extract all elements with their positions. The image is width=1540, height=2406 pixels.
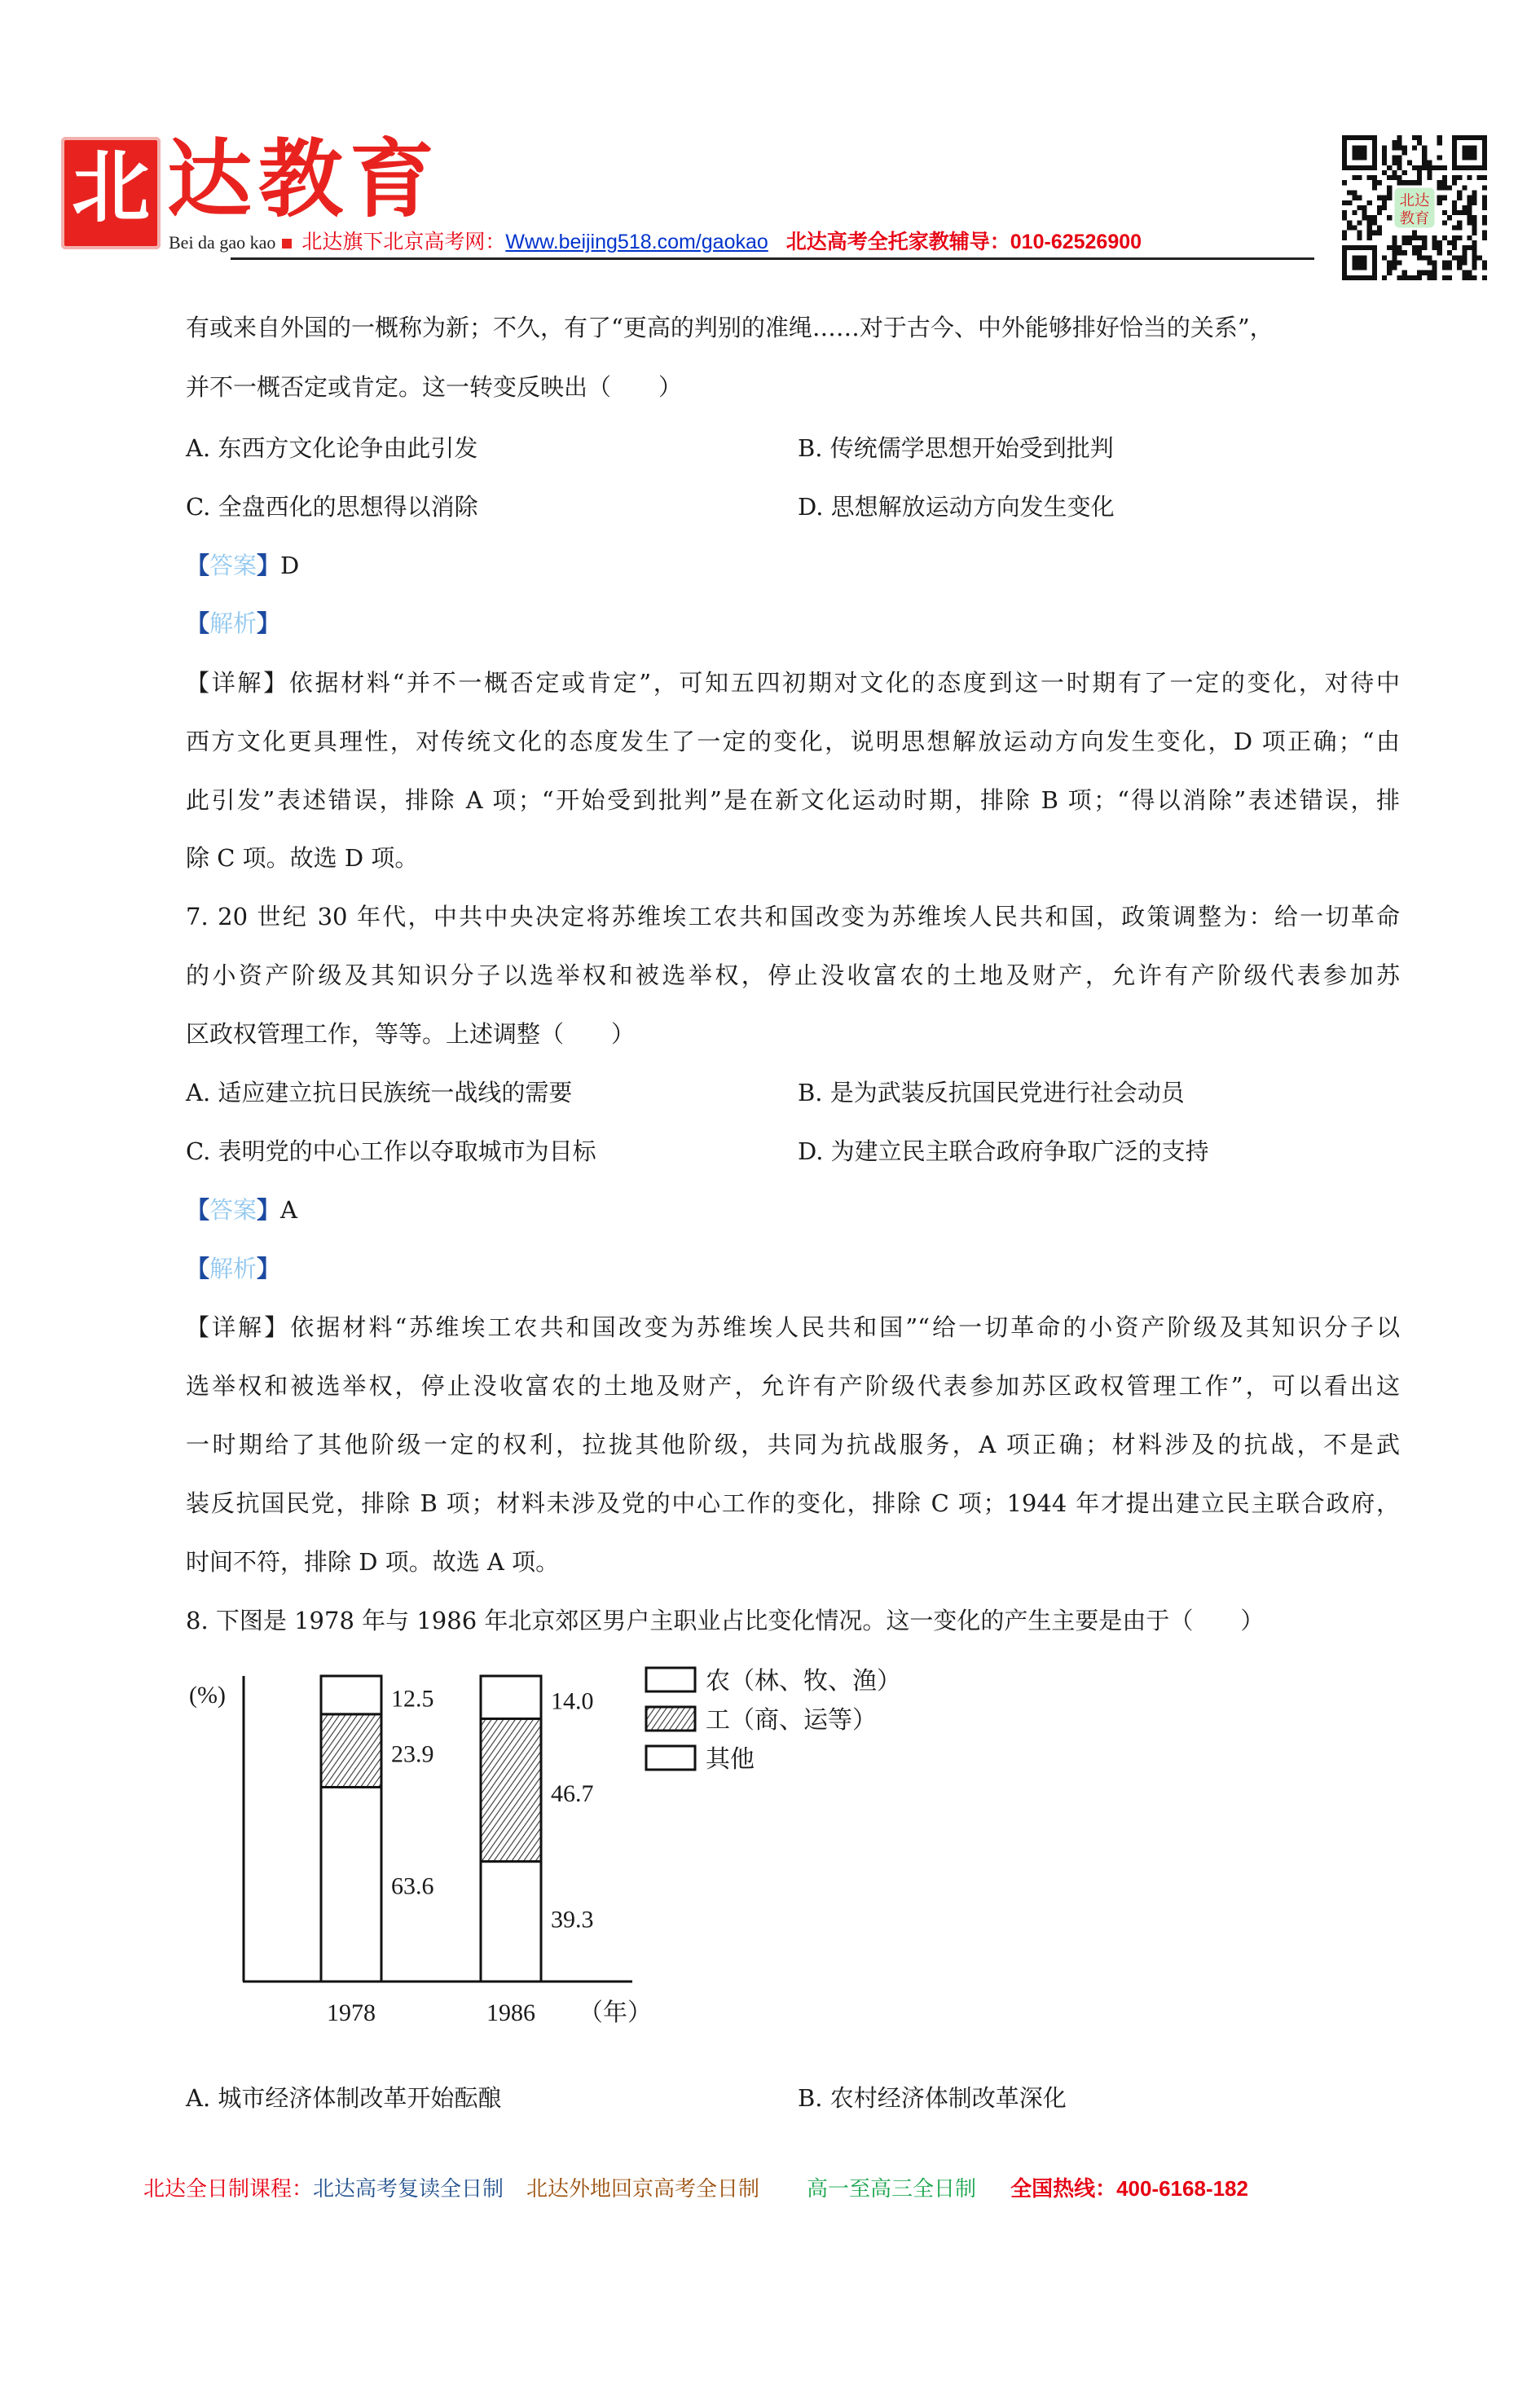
footer-course-1: 北达高考复读全日制 xyxy=(313,2176,504,2201)
footer-hotline: 全国热线：400-6168-182 xyxy=(1010,2176,1248,2201)
q7-detail-line: 时间不符，排除 D 项。故选 A 项。 xyxy=(186,1548,560,1576)
square-bullet-icon xyxy=(282,239,292,249)
q6-detail-line: 【详解】依据材料“并不一概否定或肯定”，可知五四初期对文化的态度到这一时期有了一定的变化，对待中 xyxy=(186,669,1400,697)
site-label: 北达旗下北京高考网： xyxy=(301,231,506,253)
logo-char: 北 xyxy=(72,141,150,233)
q7-option-c[interactable]: C. 表明党的中心工作以夺取城市为目标 xyxy=(186,1137,596,1165)
q6-answer: 【答案】D xyxy=(186,552,300,579)
x-tick-label: 1978 xyxy=(327,1999,376,2026)
data-label: 63.6 xyxy=(391,1872,434,1900)
svg-text:北达: 北达 xyxy=(1399,191,1430,209)
legend-swatch xyxy=(646,1707,695,1731)
header-subtitle xyxy=(169,229,1142,256)
q6-stem-line: 有或来自外国的一概称为新；不久，有了“更高的判别的准绳……对于古今、中外能够排好恰当的关系”， xyxy=(186,314,1274,341)
q7-detail-line: 一时期给了其他阶级一定的权利，拉拢其他阶级，共同为抗战服务，A 项正确；材料涉及的抗战，不是武 xyxy=(186,1431,1400,1458)
bar-segment-1986-2 xyxy=(481,1676,541,1719)
q7-stem-line: 7. 20 世纪 30 年代，中共中央决定将苏维埃工农共和国改变为苏维埃人民共和国，政策调整为：给一切革命 xyxy=(186,903,1400,930)
svg-text:教育: 教育 xyxy=(1399,210,1430,228)
footer-banner xyxy=(143,2174,1248,2203)
q8-stem: 8. 下图是 1978 年与 1986 年北京郊区男户主职业占比变化情况。这一变化的产生主要是由于（ ） xyxy=(186,1607,1265,1634)
q8-option-b[interactable]: B. 农村经济体制改革深化 xyxy=(798,2084,1067,2112)
q7-detail-line: 装反抗国民党，排除 B 项；材料未涉及党的中心工作的变化，排除 C 项；1944 年才提出建立民主联合政府， xyxy=(186,1489,1400,1517)
q7-detail-line: 选举权和被选举权，停止没收富农的土地及财产，允许有产阶级代表参加苏区政权管理工作”，可以看出这 xyxy=(186,1372,1400,1400)
analysis-label: 解析 xyxy=(209,1255,257,1282)
x-axis-label: （年） xyxy=(579,1999,652,2026)
answer-value: D xyxy=(280,552,300,579)
q7-analysis-heading: 【解析】 xyxy=(186,1255,281,1282)
q6-stem-line: 并不一概否定或肯定。这一转变反映出（ ） xyxy=(186,373,683,401)
answer-label: 答案 xyxy=(209,552,257,579)
q6-option-c[interactable]: C. 全盘西化的思想得以消除 xyxy=(186,493,478,521)
legend-label: 其他 xyxy=(706,1746,755,1773)
q7-option-b[interactable]: B. 是为武装反抗国民党进行社会动员 xyxy=(798,1079,1185,1106)
footer-course-2: 北达外地回京高考全日制 xyxy=(526,2176,760,2201)
analysis-label: 解析 xyxy=(209,609,257,637)
data-label: 14.0 xyxy=(551,1687,594,1715)
x-tick-label: 1986 xyxy=(486,1999,535,2026)
data-label: 46.7 xyxy=(551,1780,594,1808)
q6-option-b[interactable]: B. 传统儒学思想开始受到批判 xyxy=(798,434,1114,462)
y-axis-label: (%) xyxy=(189,1682,226,1709)
legend-swatch xyxy=(646,1746,695,1770)
footer-label: 北达全日制课程： xyxy=(143,2176,314,2201)
q7-stem-line: 的小资产阶级及其知识分子以选举权和被选举权，停止没收富农的土地及财产，允许有产阶级代表参加苏 xyxy=(186,961,1400,989)
data-label: 23.9 xyxy=(391,1740,434,1768)
header-divider xyxy=(231,257,1314,260)
legend-swatch xyxy=(646,1668,695,1691)
bar-segment-1986-1 xyxy=(481,1719,541,1862)
bar-segment-1978-1 xyxy=(321,1714,381,1788)
q7-option-a[interactable]: A. 适应建立抗日民族统一战线的需要 xyxy=(186,1079,573,1106)
bar-segment-1978-0 xyxy=(321,1788,381,1982)
q6-detail-line: 西方文化更具理性，对传统文化的态度发生了一定的变化，说明思想解放运动方向发生变化，D 项正确；“由 xyxy=(186,728,1401,755)
q6-option-d[interactable]: D. 思想解放运动方向发生变化 xyxy=(798,493,1115,521)
answer-label: 答案 xyxy=(209,1196,257,1224)
bar-segment-1986-0 xyxy=(481,1862,541,1982)
site-link[interactable]: Www.beijing518.com/gaokao xyxy=(505,231,768,253)
q6-detail-line: 此引发”表述错误，排除 A 项；“开始受到批判”是在新文化运动时期，排除 B 项；“得以消除”表述错误，排 xyxy=(186,786,1400,814)
q7-stem-line: 区政权管理工作，等等。上述调整（ ） xyxy=(186,1020,636,1048)
q7-option-d[interactable]: D. 为建立民主联合政府争取广泛的支持 xyxy=(798,1137,1209,1165)
q6-analysis-heading: 【解析】 xyxy=(186,609,281,637)
qr-code-icon xyxy=(1342,134,1487,281)
footer-course-3: 高一至高三全日制 xyxy=(807,2176,977,2201)
q7-answer: 【答案】A xyxy=(186,1196,297,1224)
logo-mark xyxy=(61,137,161,249)
logo-title: 达教育 xyxy=(167,129,442,229)
brand-english: Bei da gao kao xyxy=(169,232,276,253)
tutor-hotline: 北达高考全托家教辅导：010-62526900 xyxy=(785,231,1142,253)
q6-detail-line: 除 C 项。故选 D 项。 xyxy=(186,844,419,872)
data-label: 39.3 xyxy=(551,1906,594,1933)
legend-label: 农（林、牧、渔） xyxy=(706,1668,901,1695)
q7-detail-line: 【详解】依据材料“苏维埃工农共和国改变为苏维埃人民共和国”“给一切革命的小资产阶级及其知识分子以 xyxy=(186,1313,1400,1341)
data-label: 12.5 xyxy=(391,1685,434,1713)
legend-label: 工（商、运等） xyxy=(706,1707,877,1734)
answer-value: A xyxy=(280,1196,297,1224)
q6-option-a[interactable]: A. 东西方文化论争由此引发 xyxy=(186,434,478,462)
bar-segment-1978-2 xyxy=(321,1676,381,1714)
q8-option-a[interactable]: A. 城市经济体制改革开始酝酿 xyxy=(186,2084,502,2112)
